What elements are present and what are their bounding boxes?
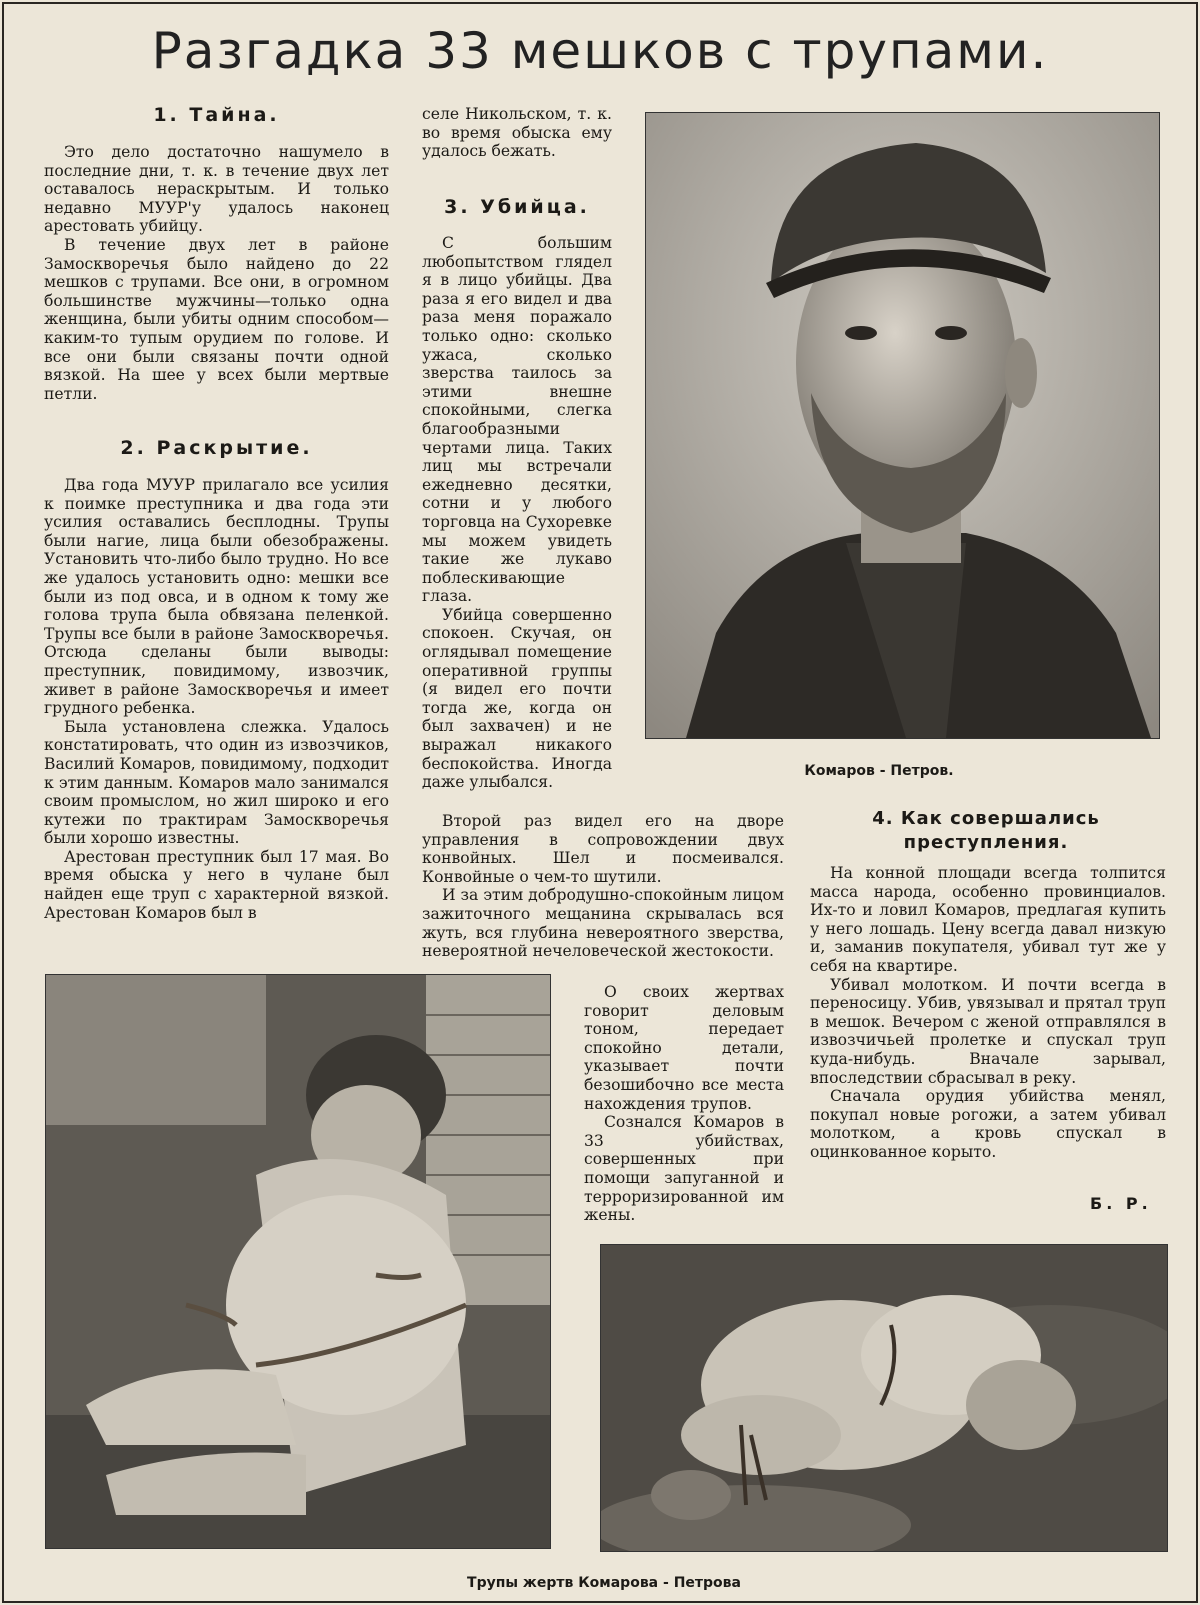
portrait-caption: Комаров - Петров. xyxy=(804,763,954,779)
section-3-wide-text xyxy=(422,812,784,961)
victim-photo-1-image xyxy=(46,975,550,1548)
paragraph: В течение двух лет в районе Замоскворечья было найдено до 22 мешков с трупами. Все они, в огромном большинстве мужчины—только одна женщина, были убиты одним способом—каким-то тупым орудием по голове. И все они были связаны почти одной вязкой. На шее у всех были мертвые петли. xyxy=(44,235,389,403)
section-1-heading: 1. Тайна. xyxy=(153,104,280,126)
paragraph: Сначала орудия убийства менял, покупал новые рогожи, а затем убивал молотком, а кровь спускал в оцинкованное корыто. xyxy=(810,1087,1166,1161)
paragraph: Была установлена слежка. Удалось констатировать, что один из извозчиков, Василий Комаров, повидимому, подходит к этим данным. Комаров мало занимался своим промыслом, но жил широко и его кутежи по трактирам Замоскворечья были хорошо известны. xyxy=(44,717,389,848)
section-3-heading: 3. Убийца. xyxy=(444,196,590,218)
section-2-heading: 2. Раскрытие. xyxy=(120,437,313,459)
paragraph: С большим любопытством глядел я в лицо убийцы. Два раза я его видел и два раза меня поражало только одно: сколько ужаса, сколько зверства таилось за этими внешне спокойными, слегка благообразными чертами лица. Таких лиц мы встречали ежедневно десятки, сотни и у любого торговца на Сухоревке мы можем увидеть такие же лукаво поблескивающие глаза. xyxy=(422,234,612,606)
portrait-photo xyxy=(645,112,1160,739)
victims-caption: Трупы жертв Комарова - Петрова xyxy=(467,1575,741,1591)
page-title: Разгадка 33 мешков с трупами. xyxy=(151,22,1049,80)
paragraph: На конной площади всегда толпится масса народа, особенно провинциалов. Их-то и ловил Комаров, предлагая купить у него лошадь. Цену всегда давал низкую и, заманив покупателя, убивал тут же у себя на квартире. xyxy=(810,864,1166,975)
victim-photo-2-image xyxy=(601,1245,1167,1551)
victim-photo-1 xyxy=(45,974,551,1549)
section-3-text xyxy=(422,234,612,792)
victim-photo-2 xyxy=(600,1244,1168,1552)
section-2-text xyxy=(44,476,389,922)
paragraph: О своих жертвах говорит деловым тоном, передает спокойно детали, указывает почти безошибочно все места нахождения трупов. xyxy=(584,983,784,1113)
paragraph: селе Никольском, т. к. во время обыска ему удалось бежать. xyxy=(422,105,612,161)
newspaper-page xyxy=(2,2,1198,1603)
section-1-text xyxy=(44,143,389,403)
paragraph: Арестован преступник был 17 мая. Во время обыска у него в чулане был найден еще труп с характерной вязкой. Арестован Комаров был в xyxy=(44,847,389,922)
paragraph: Это дело достаточно нашумело в последние дни, т. к. в течение двух лет оставалось нераскрытым. И только недавно МУУР'у удалось наконец арестовать убийцу. xyxy=(44,143,389,236)
paragraph: Сознался Комаров в 33 убийствах, совершенных при помощи запуганной и терроризированной им жены. xyxy=(584,1113,784,1225)
paragraph: Убийца совершенно спокоен. Скучая, он оглядывал помещение оперативной группы (я видел его почти тогда же, когда он был захвачен) и не выражал никакого беспокойства. Иногда даже улыбался. xyxy=(422,605,612,792)
section-4-text xyxy=(810,864,1166,1162)
section-4-heading: 4. Как совершались преступления. xyxy=(872,808,1100,853)
section-3-narrow-text xyxy=(584,983,784,1225)
paragraph: И за этим добродушно-спокойным лицом зажиточного мещанина скрывалась вся жуть, вся глубина невероятного зверства, невероятной нечеловеческой жестокости. xyxy=(422,886,785,961)
author-signature: Б. Р. xyxy=(1090,1194,1152,1213)
paragraph: Убивал молотком. И почти всегда в переносицу. Убив, увязывал и прятал труп в мешок. Вечером с женой отправлялся в извозчичьей пролетке и спускал труп куда-нибудь. Вначале зарывал, впоследствии сбрасывал в реку. xyxy=(810,975,1166,1087)
portrait-image xyxy=(646,113,1159,738)
column-2-continuation xyxy=(422,105,612,161)
paragraph: Два года МУУР прилагало все усилия к поимке преступника и два года эти усилия оставались бесплодны. Трупы были нагие, лица были обезображены. Установить что-либо было трудно. Но все же удалось установить одно: мешки все были из под овса, и в одном к тому же голова трупа была обвязана пеленкой. Трупы все были в районе Замоскворечья. Отсюда сделаны были выводы: преступник, повидимому, извозчик, живет в районе Замоскворечья и имеет грудного ребенка. xyxy=(44,476,389,718)
paragraph: Второй раз видел его на дворе управления в сопровождении двух конвойных. Шел и посмеивался. Конвойные о чем-то шутили. xyxy=(422,812,784,886)
